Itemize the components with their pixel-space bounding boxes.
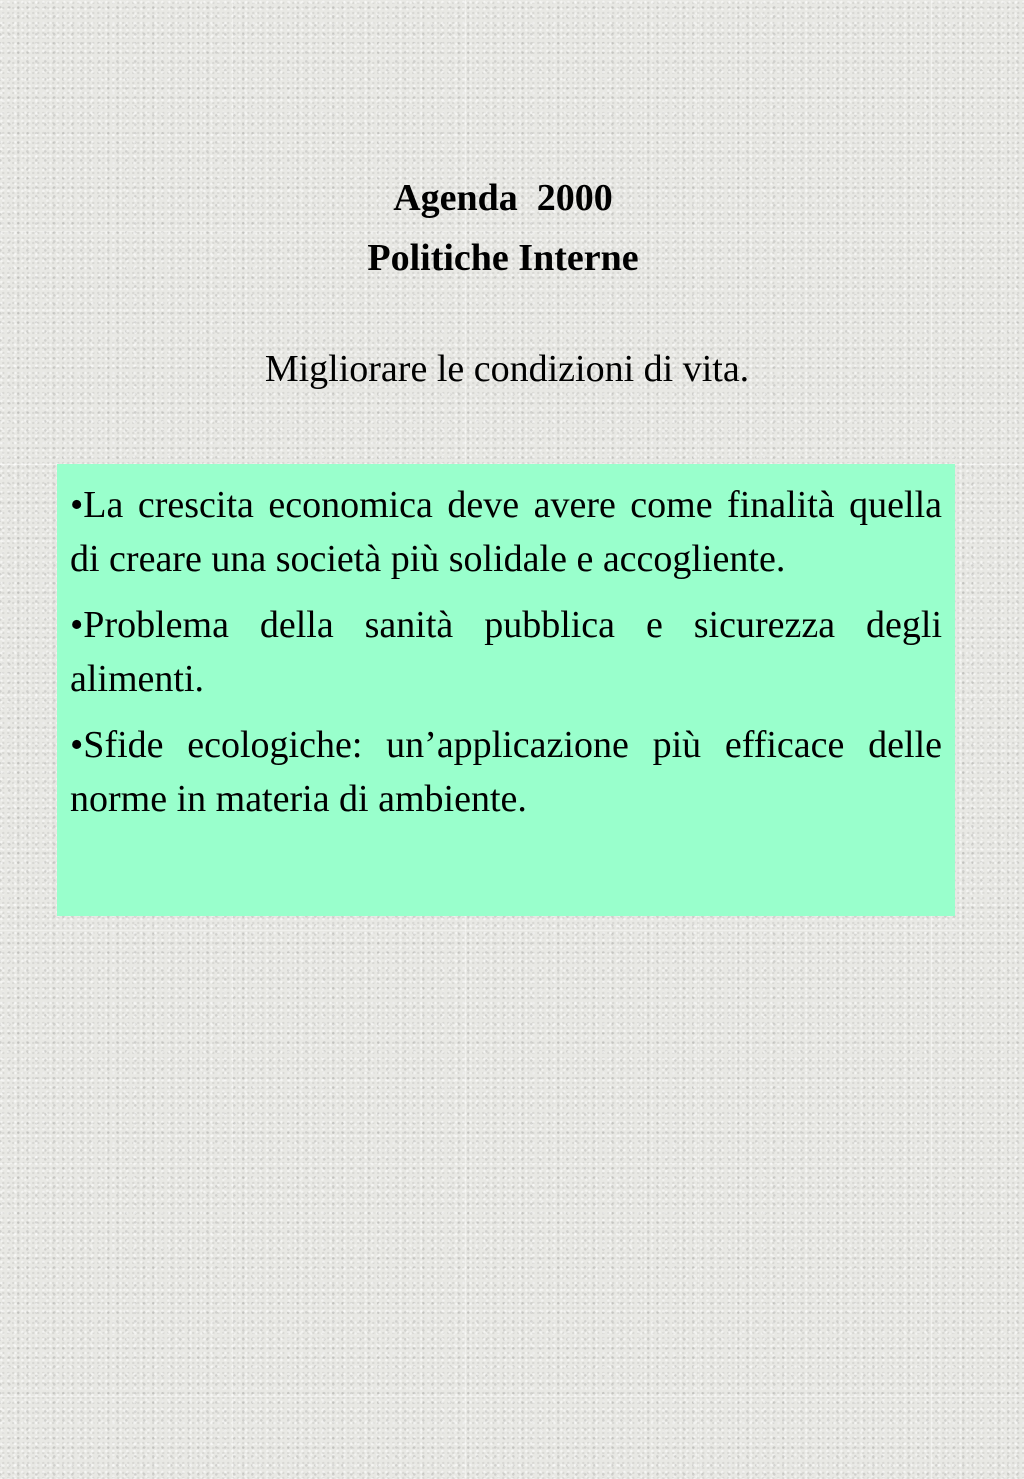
bullet-item: •La crescita economica deve avere come finalità quella di creare una società più solidale e accogliente. [70,484,942,580]
bullet-item: •Sfide ecologiche: un’applicazione più efficace delle norme in materia di ambiente. [70,724,942,820]
title-block [0,168,1006,288]
page-subtitle: Politiche Interne [367,237,639,279]
intro-text: Migliorare le condizioni di vita. [264,348,750,390]
page-title: Agenda 2000 [393,177,613,219]
highlight-box [57,464,955,916]
bullet-item: •Problema della sanità pubblica e sicurezza degli alimenti. [70,604,942,700]
